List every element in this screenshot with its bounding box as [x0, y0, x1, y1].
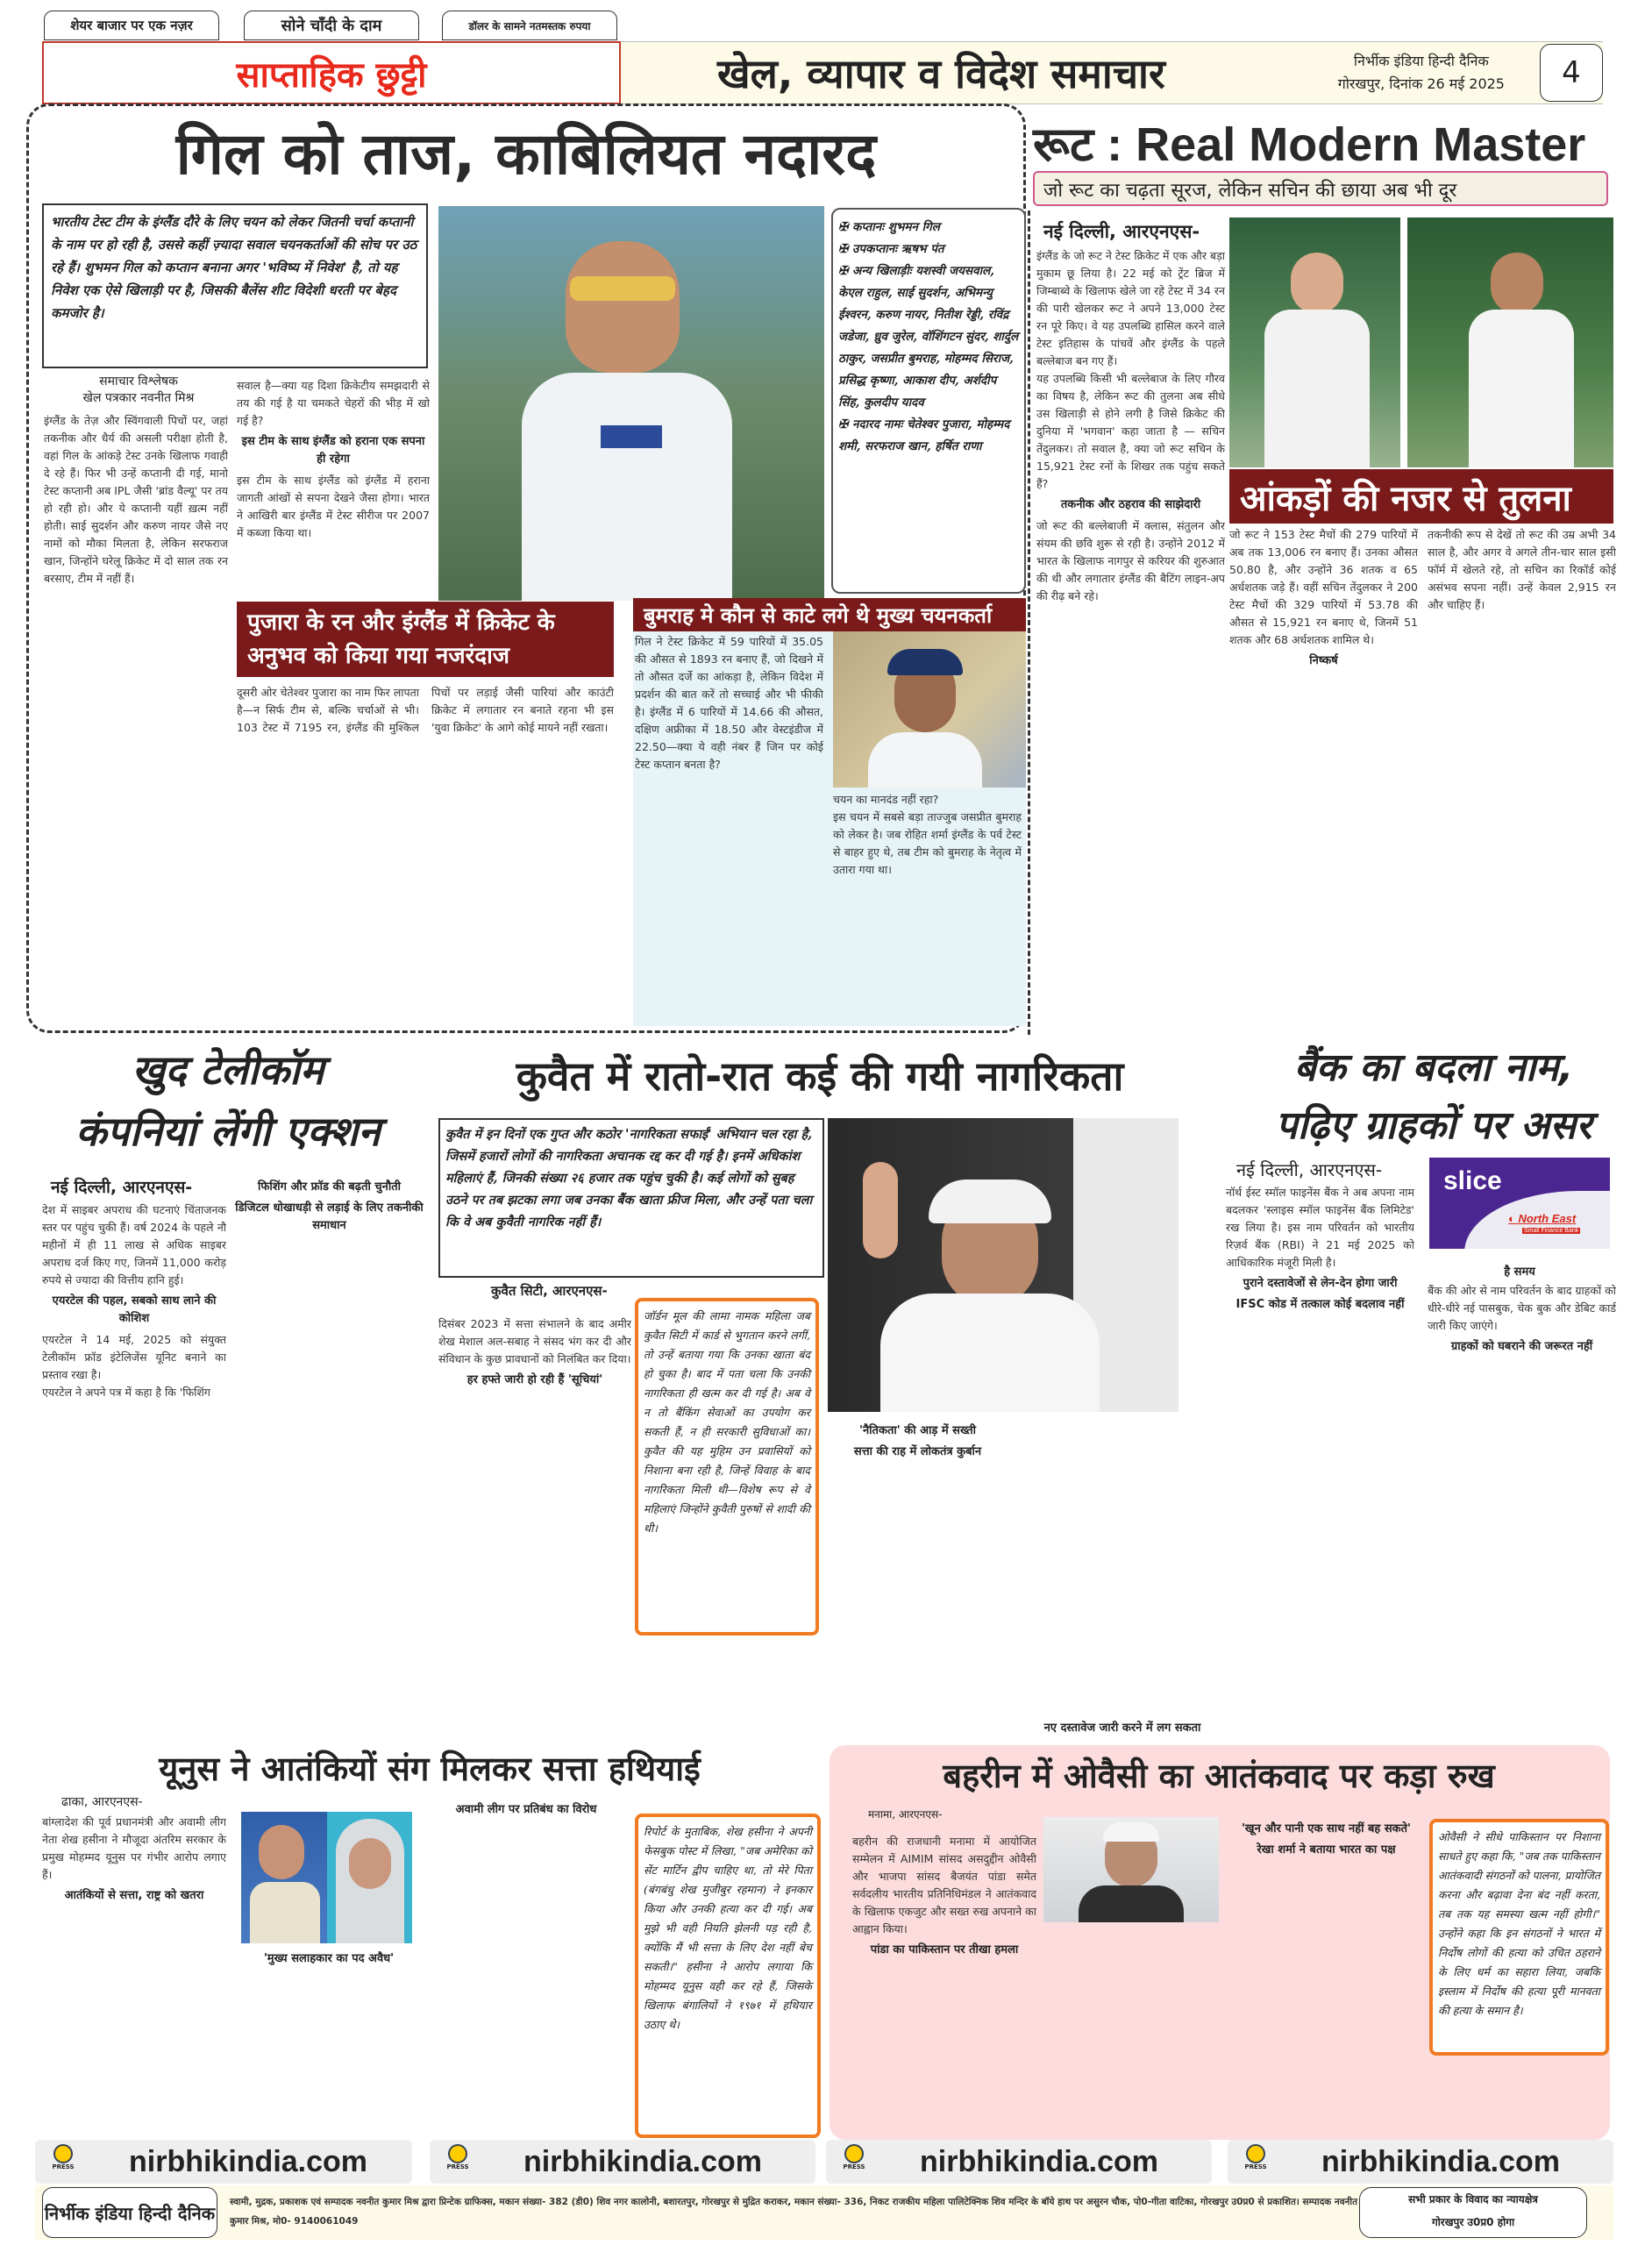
bank-subtitle: Small Finance Bank — [1524, 1228, 1579, 1234]
bumrah-text-b-body: इस चयन में सबसे बड़ा ताज्जुब जसप्रीत बुमराह को लेकर है। जब रोहित शर्मा इंग्लैंड के पर्व टेस्ट से बाहर हुए थे, तब टीम को बुमराह के नेतृत्व में उतारा गया था। — [833, 810, 1022, 876]
kuwait-intro: कुवैत में इन दिनों एक गुप्त और कठोर 'नागरिकता सफाई' अभियान चल रहा है, जिसमें हजारों लोगों की नागरिकता अचानक रद्द कर दी गई है। इनमें अधिकांश महिलाएं हैं, जिनकी संख्या २६ हजार तक पहुंच चुकी है। कई लोगों को सुबह उठने पर तब झटका लगा जब उनका बैंक खाता फ्रीज मिला, और उन्हें पता चला कि वे अब कुवैती नागरिक नहीं हैं। — [445, 1127, 813, 1229]
site-url[interactable]: nirbhikindia.com — [1321, 2144, 1561, 2178]
bumrah-photo — [833, 631, 1026, 788]
gill-col2-text-b: इस टीम के साथ इंग्लैंड को इंग्लैंड में हराना जागती आंखों से सपना देखने जैसा होगा। भारत ने आखिरी बार इंग्लैंड में टेस्ट सीरीज पर 2007 में कब्जा किया था। — [237, 474, 430, 539]
yunus-photo — [241, 1812, 327, 1943]
yunus-subhead-3: अवामी लीग पर प्रतिबंध का विरोध — [455, 1803, 597, 1816]
bank-logo-caption: है समय — [1504, 1265, 1535, 1279]
gill-photo — [438, 206, 824, 601]
press-logo-icon: PRESS — [46, 2144, 81, 2179]
section-header — [621, 41, 1603, 104]
slice-wordmark: slice — [1443, 1166, 1502, 1195]
telecom-headline-1: खुद टेलीकॉम — [132, 1046, 324, 1094]
telecom-dateline: नई दिल्ली, आरएनएस- — [51, 1178, 193, 1197]
gill-col2-subhead: इस टीम के साथ इंग्लैंड को हराना एक सपना ही रहेगा — [241, 435, 425, 466]
bumrah-caption: चयन का मानदंड नहीं रहा? — [833, 793, 939, 806]
section-title: खेल, व्यापार व विदेश समाचार — [717, 50, 1165, 97]
owaisi-quote: ओवैसी ने सीधे पाकिस्तान पर निशाना साधते हुए कहा कि, "जब तक पाकिस्तान आतंकवादी संगठनों को पालना, प्रायोजित करना और बढ़ावा देना बंद नहीं करता, तब तक यह समस्या खत्म नहीं होगी।" उन्होंने कहा कि इन संगठनों ने भारत में निर्दोष लोगों की हत्या को उचित ठहराने के लिए धर्म का सहारा लिया, जबकि इस्लाम में निर्दोष की हत्या पूरी मानवता की हत्या के समान है। — [1438, 1830, 1600, 2017]
site-url[interactable]: nirbhikindia.com — [129, 2144, 368, 2178]
press-logo-icon: PRESS — [1238, 2144, 1273, 2179]
dateline: गोरखपुर, दिनांक 26 मई 2025 — [1337, 75, 1505, 92]
owaisi-text-1: बहरीन की राजधानी मनामा में आयोजित सम्मेलन में AIMIM सांसद असदुद्दीन ओवैसी और भाजपा सांसद बैजयंत पांडा समेत सर्वदलीय भारतीय प्रतिनिधिमंडल ने आतंकवाद के खिलाफ एकजुट और सख्त रुख अपनाने का आह्वान किया। — [852, 1835, 1036, 1935]
kuwait-headline: कुवैत में रातो-रात कई की गयी नागरिकता — [516, 1052, 1124, 1100]
hasina-photo — [327, 1812, 413, 1943]
bank-col2 — [1428, 1282, 1616, 1721]
imprint-text: स्वामी, मुद्रक, प्रकाशक एवं सम्पादक नवनीत कुमार मिश्र द्वारा प्रिन्टेक ग्राफिक्स, मकान संख्या- 382 (डी0) शिव नगर कालोनी, बशारतपुर, गोरखपुर से मुद्रित कराकर, मकान संख्या- 336, निकट राजकीय महिला पालिटेक्निक शिव मन्दिर के बॉये हाथ पर असुरन चौक, पो0-गीता वाटिका, गोरखपुर उ0प्र0 से प्रकाशित। सम्पादक नवनीत कुमार मिश्र, मो0- 9140061049 — [230, 2197, 1358, 2227]
bank-text-2: बैंक की ओर से नाम परिवर्तन के बाद ग्राहकों को धीरे-धीरे नई पासबुक, चेक बुक और डेबिट कार्ड जारी किए जाएंगे। — [1428, 1284, 1616, 1332]
paper-name: निर्भीक इंडिया हिन्दी दैनिक — [1353, 53, 1489, 69]
root-subhead-technique: तकनीक और ठहराव की साझेदारी — [1060, 498, 1201, 511]
tab-gold-silver[interactable]: सोने चाँदी के दाम — [244, 11, 419, 40]
root-text-3: जो रूट की बल्लेबाजी में क्लास, संतुलन और संयम की छवि शुरू से रही है। उन्होंने 2012 में भारत के खिलाफ नागपुर से करियर की शुरुआत की थी और लगातार इंग्लैंड की बैटिंग लाइन-अप की रीढ़ बने रहे। — [1036, 519, 1225, 602]
bank-headline-2: पढ़िए ग्राहकों पर असर — [1275, 1103, 1592, 1148]
press-logo-icon: PRESS — [837, 2144, 872, 2179]
stats-col1-text: जो रूट ने 153 टेस्ट मैचों की 279 पारियों में अब तक 13,006 रन बनाए हैं। उनका औसत 50.80 है, और उन्होंने 36 शतक व 65 अर्धशतक जड़े हैं। वहीं सचिन तेंदुलकर ने 200 टेस्ट मैचों की 329 पारियों में 53.78 की औसत से 15,921 रन बनाए थे, जिनमें 51 शतक और 68 अर्धशतक शामिल थे। — [1229, 528, 1418, 646]
yunus-subhead-2: 'मुख्य सलाहकार का पद अवैध' — [263, 1952, 395, 1965]
footer-site-3[interactable] — [826, 2140, 1212, 2184]
owaisi-subhead-2: 'खून और पानी एक साथ नहीं बह सकते' — [1241, 1822, 1412, 1835]
bank-dateline: नई दिल्ली, आरएनएस- — [1236, 1159, 1383, 1180]
press-logo-icon: PRESS — [440, 2144, 475, 2179]
telecom-col1 — [42, 1201, 226, 1719]
yunus-col2 — [237, 1947, 421, 2140]
pujara-text: दूसरी ओर चेतेश्वर पुजारा का नाम फिर लापता है—न सिर्फ टीम से, बल्कि चर्चाओं से भी। 103 टेस्ट में 7195 रन, इंग्लैंड की मुश्किल पिचों पर लड़ाई जैसी पारियां और काउंटी क्रिकेट में लगातार रन बनाते रहना भी इस 'युवा क्रिकेट' के आगे कोई मायने नहीं रखता। — [237, 686, 614, 734]
tab-dollar-rupee[interactable]: डॉलर के सामने नतमस्तक रुपया — [442, 11, 617, 40]
paper-info — [1338, 50, 1505, 96]
footer-site-1[interactable] — [35, 2140, 412, 2184]
telecom-subhead-3: डिजिटल धोखाधड़ी से लड़ाई के लिए तकनीकी समाधान — [235, 1201, 424, 1232]
kuwait-col1 — [438, 1315, 631, 1719]
root-text — [1036, 247, 1225, 1019]
owaisi-photo — [1043, 1817, 1219, 1922]
stats-subhead-conclusion: निष्कर्ष — [1309, 654, 1338, 667]
bank-subhead-1: पुराने दस्तावेजों से लेन-देन होगा जारी — [1243, 1277, 1398, 1290]
yunus-text-1: बांग्लादेश की पूर्व प्रधानमंत्री और अवामी लीग नेता शेख हसीना ने मौजूदा अंतरिम सरकार के प्रमुख मोहम्मद यूनुस पर गंभीर आरोप लगाए हैं। — [42, 1815, 226, 1881]
owaisi-col2 — [1043, 1928, 1228, 2138]
bank-headline — [1219, 1039, 1648, 1155]
byline-1: समाचार विश्लेषक — [99, 374, 178, 388]
weekly-holiday-title: साप्ताहिक छुट्टी — [42, 41, 621, 104]
telecom-text-3: एयरटेल ने अपने पत्र में कहा है कि 'फिशिंग — [42, 1386, 210, 1399]
yunus-hasina-photo — [241, 1812, 412, 1943]
squad-others: ✠ अन्य खिलाड़ीः यशस्वी जयसवाल, केएल राहुल, साई सुदर्शन, अभिमन्यु ईश्वरन, करुण नायर, नितीश रेड्डी, रविंद्र जडेजा, ध्रुव जुरेल, वॉशिंगटन सुंदर, शार्दुल ठाकुर, जसप्रीत बुमराह, मोहम्मद सिराज, प्रसिद्ध कृष्णा, आकाश दीप, अर्शदीप सिंह, कुलदीप यादव — [838, 264, 1019, 410]
kuwait-subhead-1: हर हफ्ते जारी हो रही हैं 'सूचियां' — [466, 1373, 603, 1386]
jurisdiction-line-1: सभी प्रकार के विवाद का न्यायक्षेत्र — [1408, 2193, 1538, 2206]
owaisi-subhead-1: पांडा का पाकिस्तान पर तीखा हमला — [870, 1943, 1019, 1956]
kuwait-quote-box — [635, 1298, 819, 1636]
owaisi-dateline: मनामा, आरएनएस- — [868, 1808, 943, 1821]
kuwait-dateline: कुवैत सिटी, आरएनएस- — [491, 1283, 608, 1299]
yunus-quote: रिपोर्ट के मुताबिक, शेख हसीना ने अपनी फेसबुक पोस्ट में लिखा, "जब अमेरिका को सेंट मार्टिन द्वीप चाहिए था, तो मेरे पिता (बंगबंधु शेख मुजीबुर रहमान) ने इनकार किया और उनकी हत्या कर दी गई। अब मुझे भी वही नियति झेलनी पड़ रही है, क्योंकि मैं भी सत्ता के लिए देश नहीं बेच सकती।" हसीना ने आरोप लगाया कि मोहम्मद यूनुस वही कर रहे हैं, जिसके खिलाफ बंगालियों ने १९७१ में हथियार उठाए थे। — [644, 1825, 812, 2031]
gill-headline: गिल को ताज, काबिलियत नदारद — [175, 120, 877, 188]
yunus-col3 — [430, 1798, 623, 2140]
yunus-headline: यूनुस ने आतंकियों संग मिलकर सत्ता हथियाई — [159, 1750, 701, 1788]
bank-col1 — [1226, 1184, 1414, 1719]
kuwait-col3 — [828, 1419, 1008, 1717]
squad-box — [831, 208, 1026, 594]
squad-missing: ✠ नदारद नामः चेतेश्वर पुजारा, मोहम्मद शमी, सरफराज खान, हर्षित राणा — [838, 417, 1010, 453]
sachin-photo — [1407, 217, 1613, 467]
slice-logo — [1429, 1158, 1610, 1249]
bumrah-text-b — [833, 791, 1022, 1019]
telecom-text-2: एयरटेल ने 14 मई, 2025 को संयुक्त टेलीकॉम फ्रॉड इंटेलिजेंस यूनिट बनाने का प्रस्ताव रखा है। — [42, 1333, 226, 1381]
kuwait-text-1: दिसंबर 2023 में सत्ता संभालने के बाद अमीर शेख मेशाल अल-सबाह ने संसद भंग कर दी और संविधान के कुछ प्रावधानों को निलंबित कर दिया। — [438, 1317, 631, 1365]
root-headline: रूट : Real Modern Master — [1033, 118, 1586, 171]
gill-intro: भारतीय टेस्ट टीम के इंग्लैंड दौरे के लिए चयन को लेकर जितनी चर्चा कप्तानी के नाम पर हो रही है, उससे कहीं ज़्यादा सवाल चयनकर्ताओं की सोच पर उठ रहे हैं। शुभमन गिल को कप्तान बनाना अगर 'भविष्य में निवेश' है, तो यह निवेश एक ऐसे खिलाड़ी पर है, जिसकी बैलेंस शीट विदेशी धरती पर बेहद कमजोर है। — [51, 214, 417, 321]
root-photo — [1229, 217, 1400, 467]
root-dateline: नई दिल्ली, आरएनएस- — [1043, 221, 1200, 242]
masthead — [42, 41, 1603, 104]
yunus-dateline: ढाका, आरएनएस- — [61, 1795, 143, 1809]
kuwait-subhead-3: सत्ता की राह में लोकतंत्र कुर्बान — [853, 1445, 982, 1458]
kuwait-subhead-2: 'नैतिकता' की आड़ में सख्ती — [858, 1424, 976, 1437]
root-text-1: इंग्लैंड के जो रूट ने टेस्ट क्रिकेट में एक और बड़ा मुकाम छू लिया है। 22 मई को ट्रेंट ब्रिज में जिम्बाब्वे के खिलाफ खेले जा रहे टेस्ट में 34 रन की पारी खेलकर रूट ने अपने 13,000 टेस्ट रन पूरे किए। वे यह उपलब्धि हासिल करने वाले टेस्ट इतिहास के पांचवें और इंग्लैंड के पहले बल्लेबाज बन गए हैं। — [1036, 249, 1225, 367]
page-number: 4 — [1540, 44, 1603, 102]
bumrah-text: गिल ने टेस्ट क्रिकेट में 59 पारियों में 35.05 की औसत से 1893 रन बनाए हैं, जो दिखने में तो औसत दर्जे का आंकड़ा है, लेकिन विदेश में प्रदर्शन की बात करें तो सच्चाई और भी फीकी है। इंग्लैंड में 6 पारियों में 14.66 की औसत, दक्षिण अफ्रीका में 18.50 और वेस्टइंडीज में 22.50—क्या ये वही नंबर हैं जिन पर कोई टेस्ट कप्तान बनता है? — [635, 635, 823, 771]
owaisi-headline: बहरीन में ओवैसी का आतंकवाद पर कड़ा रुख — [943, 1757, 1495, 1795]
column-divider — [1028, 210, 1030, 1035]
squad-vice-captain: ✠ उपकप्तानः ऋषभ पंत — [838, 242, 944, 256]
footer-site-4[interactable] — [1228, 2140, 1613, 2184]
telecom-subhead-2: फिशिंग और फ्रॉड की बढ़ती चुनौती — [258, 1180, 401, 1194]
telecom-subhead-1: एयरटेल की पहल, सबको साथ लाने की कोशिश — [52, 1294, 217, 1325]
bank-logo-icon: ◐ — [1508, 1212, 1519, 1225]
squad-captain: ✠ कप्तानः शुभमन गिल — [838, 220, 940, 234]
tab-share-market[interactable]: शेयर बाजार पर एक नज़र — [44, 11, 219, 40]
telecom-headline — [35, 1039, 421, 1162]
owaisi-subhead-3: रेखा शर्मा ने बताया भारत का पक्ष — [1257, 1843, 1396, 1857]
gill-byline — [51, 373, 226, 406]
owaisi-col3 — [1236, 1817, 1416, 2137]
bank-subhead-3: IFSC कोड में तत्काल कोई बदलाव नहीं — [1235, 1298, 1405, 1311]
site-url[interactable]: nirbhikindia.com — [523, 2144, 763, 2178]
yunus-subhead-1: आतंकियों से सत्ता, राष्ट्र को खतरा — [64, 1889, 204, 1902]
kuwait-subhead-4: नए दस्तावेज जारी करने में लग सकता — [1043, 1721, 1201, 1735]
yunus-col1 — [42, 1814, 226, 2138]
owaisi-col1 — [852, 1833, 1036, 2135]
telecom-text-1: देश में साइबर अपराध की घटनाएं चिंताजनक स्तर पर पहुंच चुकी हैं। वर्ष 2024 के पहले नौ महीनों में ही 11 लाख से अधिक साइबर अपराध दर्ज किए गए, जिनमें 11,000 करोड़ रुपये से ज्यादा की वित्तीय हानि हुई। — [42, 1203, 226, 1286]
footer-site-2[interactable] — [430, 2140, 815, 2184]
telecom-headline-2: कंपनियां लेंगी एक्शन — [75, 1108, 381, 1155]
bumrah-bar: बुमराह मे कौन से काटे लगे थे मुख्य चयनकर्ता — [633, 598, 1026, 631]
root-subheadline: जो रूट का चढ़ता सूरज, लेकिन सचिन की छाया अब भी दूर — [1033, 171, 1608, 206]
stats-col2: तकनीकी रूप से देखें तो रूट की उम्र अभी 34 साल है, और अगर वे अगले तीन-चार साल इसी फॉर्म में खेलते रहे, तो सचिन का रिकॉर्ड कोई असंभव सपना नहीं। उन्हें केवल 2,915 रन और चाहिए हैं। — [1428, 528, 1616, 611]
jurisdiction-line-2: गोरखपुर उ0प्र0 होगा — [1431, 2216, 1515, 2228]
stats-bar: आंकड़ों की नजर से तुलना — [1229, 469, 1613, 524]
gill-intro-box — [42, 203, 428, 368]
jurisdiction-box — [1359, 2187, 1587, 2238]
pujara-bar: पुजारा के रन और इंग्लैंड में क्रिकेट के अनुभव को किया गया नजरंदाज — [237, 602, 614, 677]
bank-headline-1: बैंक का बदला नाम, — [1293, 1045, 1574, 1090]
bank-subhead-2: ग्राहकों को घबराने की जरूरत नहीं — [1450, 1340, 1593, 1353]
gill-col2 — [237, 377, 430, 596]
kuwait-emir-photo — [828, 1118, 1178, 1412]
yunus-quote-box — [635, 1814, 821, 2138]
kuwait-intro-box — [438, 1118, 824, 1278]
footer-paper-name: निर्भीक इंडिया हिन्दी दैनिक — [42, 2187, 217, 2238]
byline-2: खेल पत्रकार नवनीत मिश्र — [82, 391, 195, 405]
bank-text-1: नॉर्थ ईस्ट स्मॉल फाइनेंस बैंक ने अब अपना नाम बदलकर 'स्लाइस स्मॉल फाइनेंस बैंक लिमिटेड' रख लिया है। इस नाम परिवर्तन को भारतीय रिज़र्व बैंक (RBI) ने 21 मई 2025 को आधिकारिक मंजूरी मिली है। — [1226, 1186, 1414, 1269]
owaisi-quote-box — [1429, 1819, 1609, 2056]
root-text-2: यह उपलब्धि किसी भी बल्लेबाज के लिए गौरव का विषय है, लेकिन रूट की तुलना अब सीधे उस खिलाड़ी से होने लगी है जिसे क्रिकेट की दुनिया में 'भगवान' कहा जाता है — सचिन तेंदुलकर। तो सवाल है, क्या जो रूट सचिन के 15,921 टेस्ट रनों के शिखर तक पहुंच सकते हैं? — [1036, 372, 1225, 490]
stats-col1 — [1229, 526, 1418, 1017]
site-url[interactable]: nirbhikindia.com — [920, 2144, 1159, 2178]
telecom-col2 — [235, 1175, 424, 1719]
north-east-wordmark: ◐ North East — [1508, 1212, 1577, 1225]
gill-col1: इंग्लैंड के तेज़ और स्विंगवाली पिचों पर, जहां तकनीक और धैर्य की असली परीक्षा होती है, वहां गिल के आंकड़े टेस्ट उनके खिलाफ गवाही दे रहे हैं। फिर भी उन्हें कप्तानी दी गई, मानो टेस्ट कप्तानी अब IPL जैसी 'ब्रांड वैल्यू' पर तय हो रही हो। और ये कप्तानी यहीं ख़त्म नहीं होती। साई सुदर्शन और करुण नायर जैसे नए नामों को मौका मिलता है, लेकिन सरफराज खान, जिन्होंने घरेलू क्रिकेट में दो साल तक रन बरसाए, टीम में नहीं हैं। — [44, 414, 228, 585]
gill-col2-text: सवाल है—क्या यह दिशा क्रिकेटीय समझदारी से तय की गई है या चमकते चेहरों की भीड़ में खो गई है? — [237, 379, 430, 427]
kuwait-quote: जॉर्डन मूल की लामा नामक महिला जब कुवैत सिटी में कार्ड से भुगतान करने लगीं, तो उन्हें बताया गया कि उनका खाता बंद हो चुका है। बाद में पता चला कि उनकी नागरिकता ही खत्म कर दी गई है। अब वे न तो बैंकिंग सेवाओं का उपयोग कर सकती हैं, न ही सरकारी सुविधाओं का। कुवैत की यह मुहिम उन प्रवासियों को निशाना बना रही है, जिन्हें विवाह के बाद नागरिकता मिली थी—विशेष रूप से वे महिलाएं जिन्होंने कुवैती पुरुषों से शादी की थी। — [644, 1309, 810, 1535]
